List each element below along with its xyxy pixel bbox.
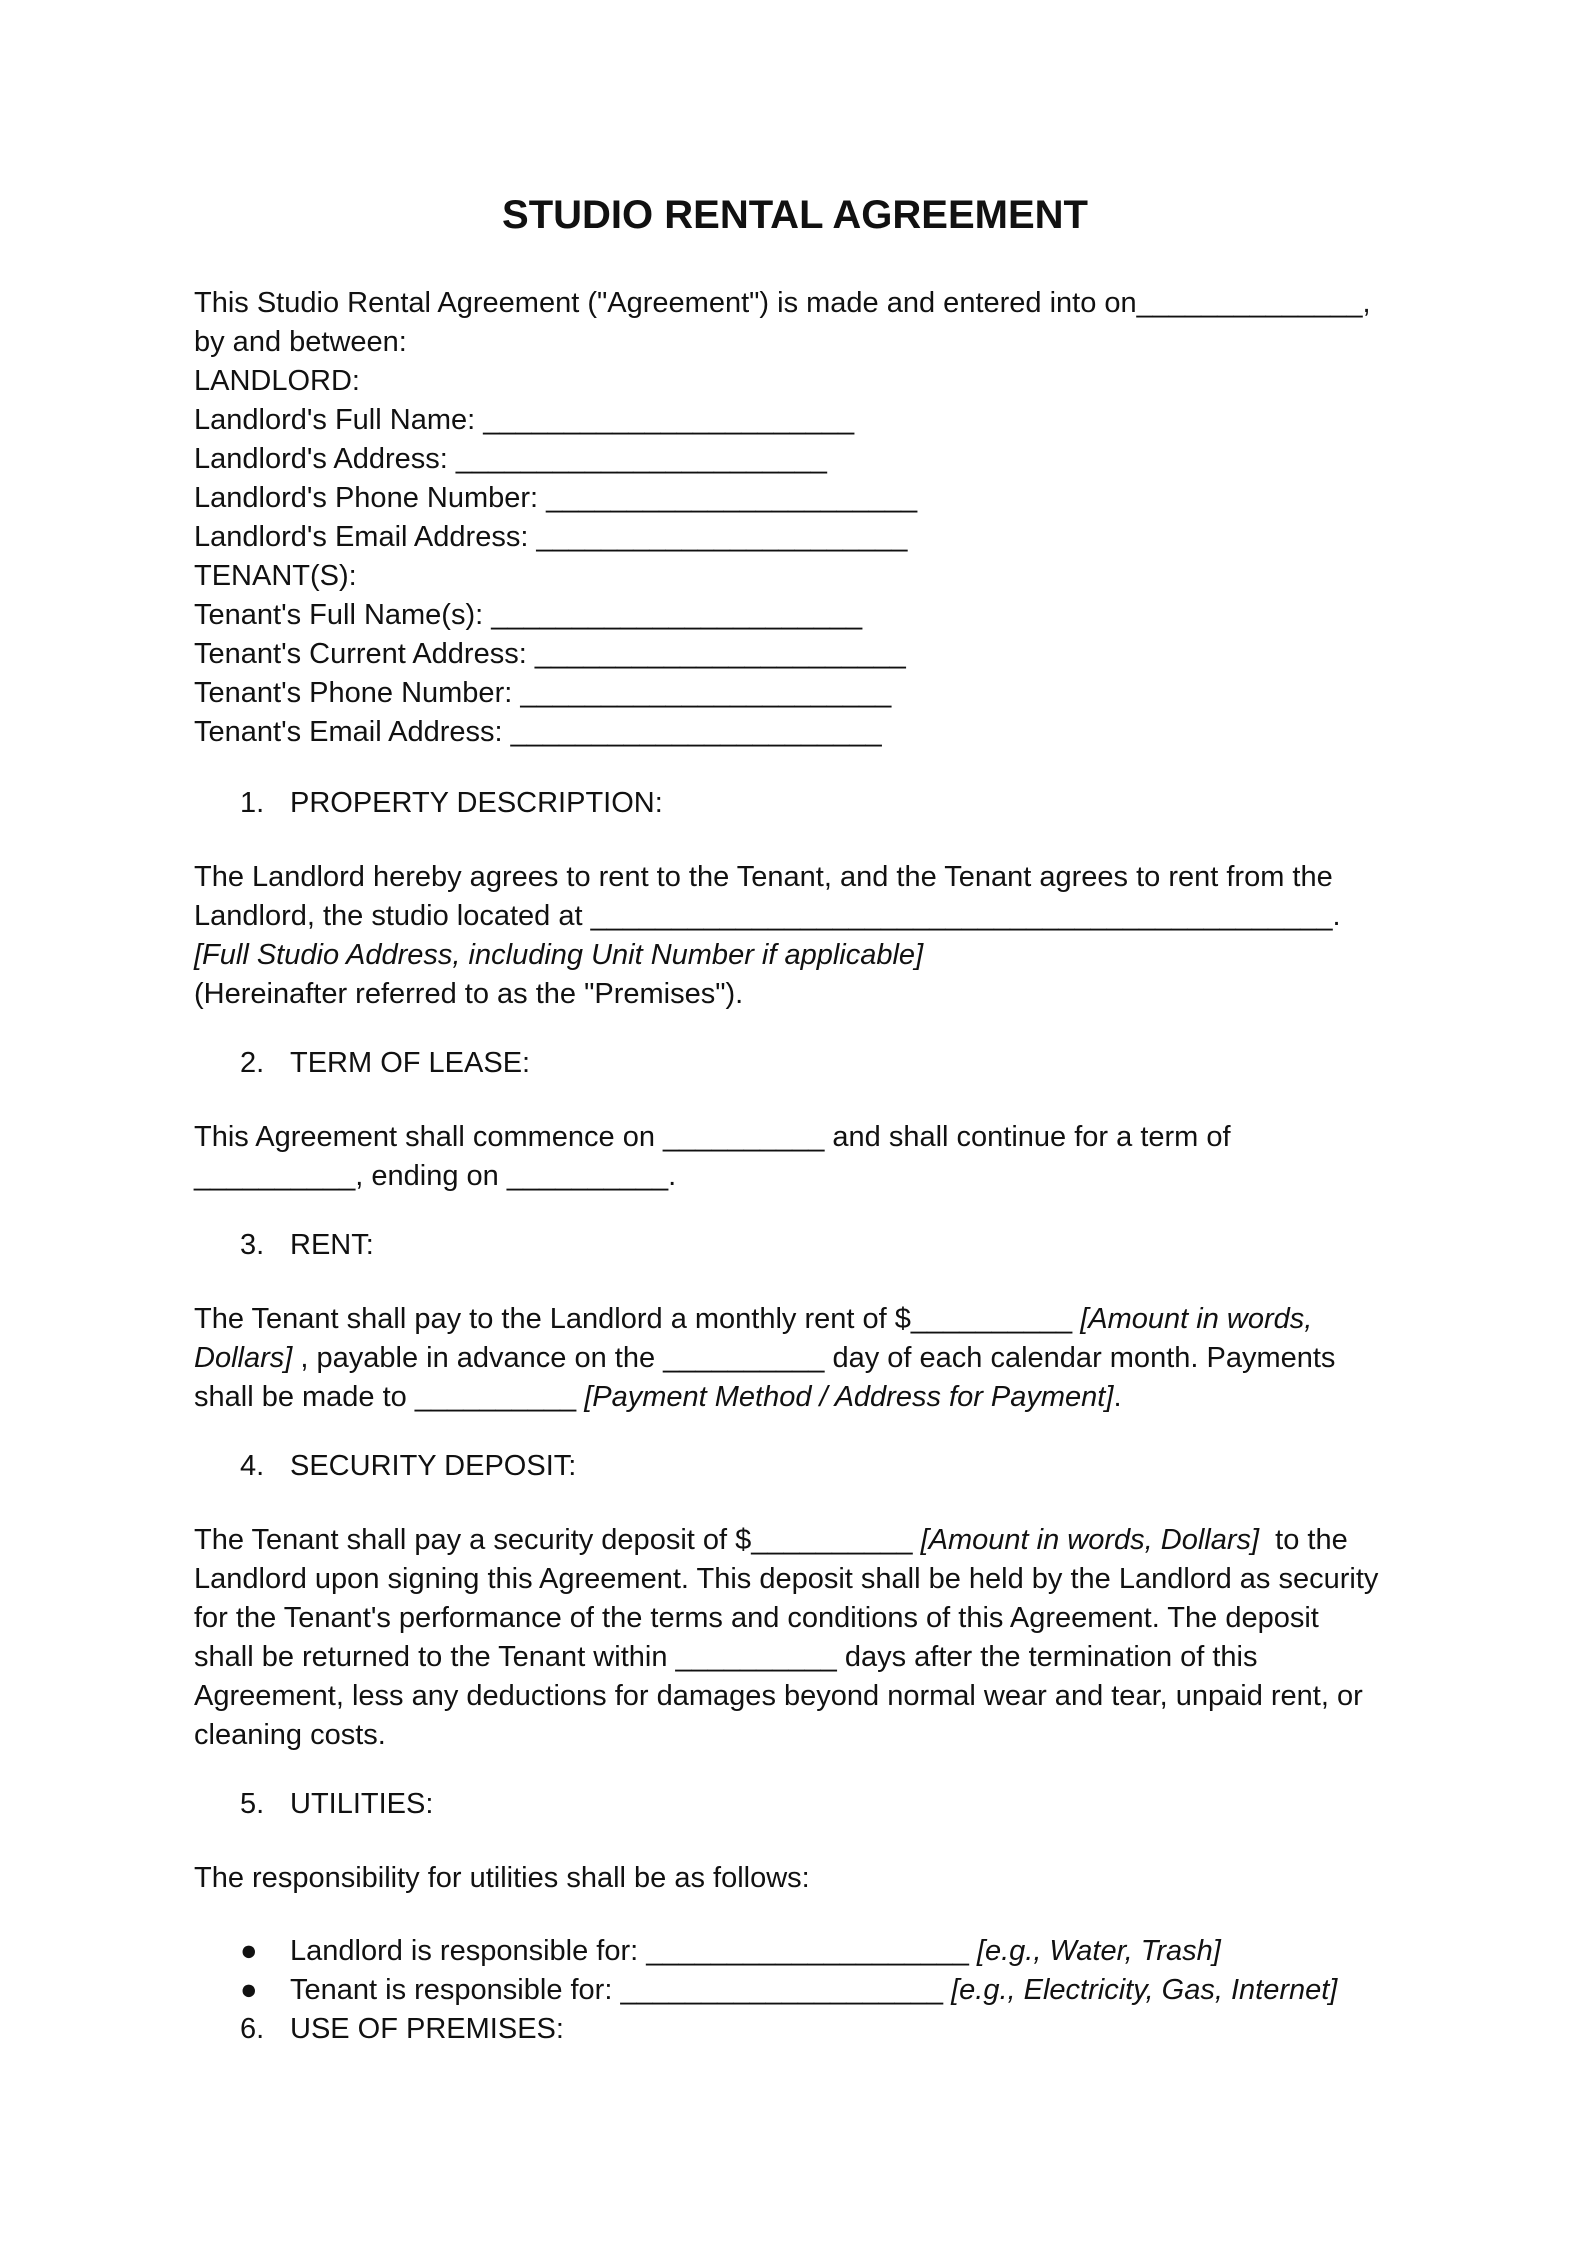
- paragraph-line: Agreement, less any deductions for damages beyond normal wear and tear, unpaid rent, or: [194, 1680, 1363, 1712]
- italic-note: [Amount in words, Dollars]: [920, 1524, 1260, 1556]
- paragraph-line: The Landlord hereby agrees to rent to the Tenant, and the Tenant agrees to rent from the: [194, 861, 1333, 893]
- section-number: 4.: [240, 1450, 265, 1482]
- intro-line: This Studio Rental Agreement ("Agreement") is made and entered into on______________,: [194, 287, 1371, 319]
- tenant-label: TENANT(S):: [194, 560, 357, 592]
- italic-note: Dollars]: [194, 1342, 293, 1374]
- bullet-icon: ●: [240, 1974, 258, 2006]
- text-run: to the: [1259, 1524, 1348, 1556]
- intro-line: by and between:: [194, 326, 407, 358]
- landlord-label: LANDLORD:: [194, 365, 360, 397]
- section-title: SECURITY DEPOSIT:: [290, 1450, 577, 1482]
- text-run: The Tenant shall pay a security deposit of $__________: [194, 1524, 921, 1556]
- paragraph-line: [194, 1300, 1312, 1339]
- landlord-phone-field: Landlord's Phone Number: _______________________: [194, 482, 918, 514]
- landlord-address-field: Landlord's Address: _______________________: [194, 443, 827, 475]
- list-item: [240, 1932, 1221, 1971]
- italic-note: [Full Studio Address, including Unit Number if applicable]: [194, 939, 924, 971]
- document-title: STUDIO RENTAL AGREEMENT: [502, 193, 1088, 237]
- section-title: PROPERTY DESCRIPTION:: [290, 787, 663, 819]
- section-number: 3.: [240, 1229, 265, 1261]
- section-title: RENT:: [290, 1229, 374, 1261]
- section-number: 5.: [240, 1788, 265, 1820]
- paragraph-line: [194, 1378, 1122, 1417]
- text-run: Landlord is responsible for: ____________________: [290, 1935, 977, 1967]
- paragraph-line: [194, 936, 923, 975]
- landlord-full-name-field: Landlord's Full Name: _______________________: [194, 404, 855, 436]
- section-title: UTILITIES:: [290, 1788, 434, 1820]
- section-number: 6.: [240, 2013, 265, 2045]
- landlord-email-field: Landlord's Email Address: _______________________: [194, 521, 908, 553]
- paragraph-line: cleaning costs.: [194, 1719, 386, 1751]
- text-run: The Tenant shall pay to the Landlord a monthly rent of $__________: [194, 1303, 1081, 1335]
- italic-note: [e.g., Water, Trash]: [976, 1935, 1221, 1967]
- italic-note: [Amount in words,: [1080, 1303, 1313, 1335]
- section-heading: [240, 784, 663, 823]
- tenant-address-field: Tenant's Current Address: _______________________: [194, 638, 906, 670]
- section-title: USE OF PREMISES:: [290, 2013, 564, 2045]
- italic-note: [e.g., Electricity, Gas, Internet]: [951, 1974, 1338, 2006]
- text-run: .: [1113, 1381, 1122, 1413]
- paragraph-line: for the Tenant's performance of the terms and conditions of this Agreement. The deposit: [194, 1602, 1319, 1634]
- section-heading: [240, 1785, 433, 1824]
- text-run: , payable in advance on the __________ day of each calendar month. Payments: [292, 1342, 1336, 1374]
- tenant-full-name-field: Tenant's Full Name(s): _______________________: [194, 599, 863, 631]
- text-run: shall be made to __________: [194, 1381, 585, 1413]
- paragraph-line: This Agreement shall commence on __________ and shall continue for a term of: [194, 1121, 1231, 1153]
- paragraph-line: Landlord upon signing this Agreement. This deposit shall be held by the Landlord as security: [194, 1563, 1379, 1595]
- paragraph-line: shall be returned to the Tenant within __________ days after the termination of this: [194, 1641, 1258, 1673]
- section-heading: [240, 1226, 374, 1265]
- section-heading: [240, 2010, 564, 2049]
- paragraph-line: __________, ending on __________.: [194, 1160, 677, 1192]
- paragraph-line: Landlord, the studio located at ______________________________________________.: [194, 900, 1341, 932]
- section-number: 1.: [240, 787, 265, 819]
- paragraph-line: [194, 1521, 1348, 1560]
- paragraph-line: [194, 1339, 1335, 1378]
- section-heading: [240, 1447, 576, 1486]
- section-title: TERM OF LEASE:: [290, 1047, 531, 1079]
- text-run: Tenant is responsible for: ____________________: [290, 1974, 952, 2006]
- section-number: 2.: [240, 1047, 265, 1079]
- italic-note: [Payment Method / Address for Payment]: [584, 1381, 1114, 1413]
- list-item: [240, 1971, 1337, 2010]
- tenant-email-field: Tenant's Email Address: _______________________: [194, 716, 882, 748]
- section-heading: [240, 1044, 530, 1083]
- paragraph-line: The responsibility for utilities shall be as follows:: [194, 1862, 810, 1894]
- tenant-phone-field: Tenant's Phone Number: _______________________: [194, 677, 892, 709]
- bullet-icon: ●: [240, 1935, 258, 1967]
- paragraph-line: (Hereinafter referred to as the "Premises").: [194, 978, 744, 1010]
